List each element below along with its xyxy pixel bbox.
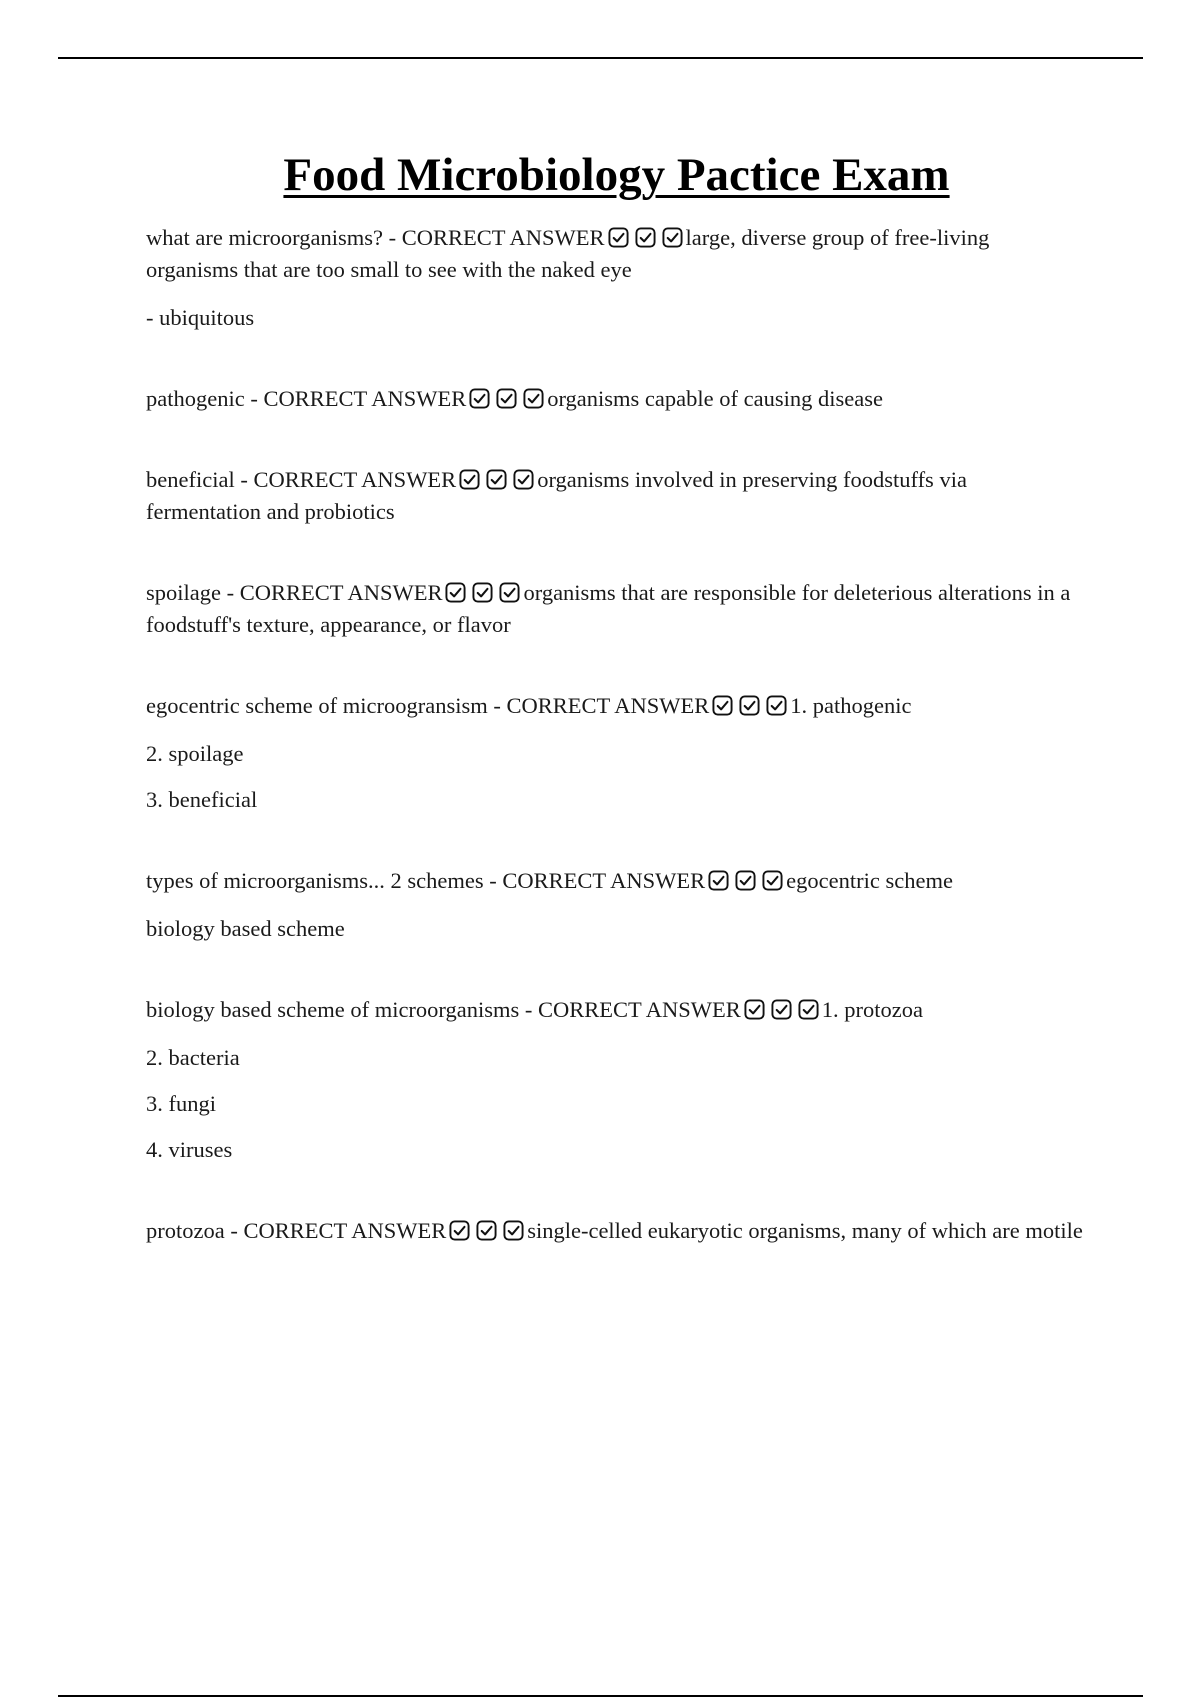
checked-box-icon — [499, 582, 520, 603]
bottom-rule — [58, 1695, 1143, 1697]
answer-text: 1. protozoa — [821, 997, 923, 1022]
qa-line — [146, 222, 1084, 286]
checked-box-icon — [766, 695, 787, 716]
correct-answer-label: CORRECT ANSWER — [538, 997, 741, 1022]
checked-box-icon — [608, 227, 629, 248]
qa-line — [146, 383, 1084, 415]
answer-text: 1. pathogenic — [790, 693, 912, 718]
answer-extra-line: - ubiquitous — [146, 305, 255, 330]
qa-list — [146, 222, 1084, 1296]
answer-extra-line: 2. bacteria — [146, 1045, 240, 1070]
check-marks — [466, 386, 547, 411]
checked-box-icon — [635, 227, 656, 248]
check-marks — [705, 868, 786, 893]
qa-line — [146, 577, 1084, 641]
question-text: what are microorganisms? - — [146, 225, 402, 250]
answer-text: large, diverse group of free-living organisms that are too small to see with the naked eye — [146, 225, 990, 282]
checked-box-icon — [739, 695, 760, 716]
checked-box-icon — [503, 1220, 524, 1241]
checked-box-icon — [712, 695, 733, 716]
qa-item — [146, 994, 1084, 1166]
answer-text: single-celled eukaryotic organisms, many of which are motile — [527, 1218, 1083, 1243]
answer-extra-line: 3. fungi — [146, 1091, 216, 1116]
qa-line — [146, 994, 1084, 1026]
question-text: beneficial - — [146, 467, 254, 492]
question-text: pathogenic - — [146, 386, 264, 411]
checked-box-icon — [662, 227, 683, 248]
qa-line — [146, 464, 1084, 528]
answer-text: organisms capable of causing disease — [547, 386, 883, 411]
answer-extra-line: 4. viruses — [146, 1137, 233, 1162]
checked-box-icon — [798, 999, 819, 1020]
correct-answer-label: CORRECT ANSWER — [253, 467, 457, 492]
checked-box-icon — [771, 999, 792, 1020]
correct-answer-label: CORRECT ANSWER — [243, 1218, 447, 1243]
qa-item — [146, 464, 1084, 528]
correct-answer-label: CORRECT ANSWER — [239, 580, 443, 605]
qa-item — [146, 577, 1084, 641]
checked-box-icon — [735, 870, 756, 891]
check-marks — [442, 580, 523, 605]
checked-box-icon — [762, 870, 783, 891]
question-text: spoilage - — [146, 580, 240, 605]
answer-extra-line: 3. beneficial — [146, 787, 258, 812]
correct-answer-label: CORRECT ANSWER — [502, 868, 706, 893]
question-text: egocentric scheme of microogransism - — [146, 693, 507, 718]
checked-box-icon — [449, 1220, 470, 1241]
answer-extra-line: 2. spoilage — [146, 741, 244, 766]
qa-item — [146, 222, 1084, 334]
answer-text: egocentric scheme — [786, 868, 953, 893]
qa-line — [146, 690, 1084, 722]
checked-box-icon — [496, 388, 517, 409]
qa-item — [146, 383, 1084, 415]
answer-text: organisms involved in preserving foodstuffs via fermentation and probiotics — [146, 467, 967, 524]
checked-box-icon — [513, 469, 534, 490]
correct-answer-label: CORRECT ANSWER — [263, 386, 467, 411]
qa-item — [146, 690, 1084, 816]
checked-box-icon — [523, 388, 544, 409]
correct-answer-label: CORRECT ANSWER — [506, 693, 710, 718]
answer-extra-line: biology based scheme — [146, 916, 345, 941]
check-marks — [709, 693, 790, 718]
qa-line — [146, 865, 1084, 897]
checked-box-icon — [459, 469, 480, 490]
question-text: biology based scheme of microorganisms - — [146, 997, 539, 1022]
question-text: protozoa - — [146, 1218, 244, 1243]
check-marks — [741, 997, 822, 1022]
checked-box-icon — [445, 582, 466, 603]
checked-box-icon — [708, 870, 729, 891]
check-marks — [456, 467, 537, 492]
checked-box-icon — [476, 1220, 497, 1241]
top-rule — [58, 57, 1143, 59]
page-title: Food Microbiology Pactice Exam — [283, 149, 950, 201]
checked-box-icon — [472, 582, 493, 603]
answer-text: organisms that are responsible for deleterious alterations in a foodstuff's texture, appearance, or flavor — [146, 580, 1071, 637]
qa-item — [146, 865, 1084, 945]
checked-box-icon — [486, 469, 507, 490]
qa-line — [146, 1215, 1084, 1247]
check-marks — [605, 225, 686, 250]
checked-box-icon — [469, 388, 490, 409]
checked-box-icon — [744, 999, 765, 1020]
qa-item — [146, 1215, 1084, 1247]
check-marks — [446, 1218, 527, 1243]
question-text: types of microorganisms... 2 schemes - — [146, 868, 503, 893]
correct-answer-label: CORRECT ANSWER — [401, 225, 605, 250]
